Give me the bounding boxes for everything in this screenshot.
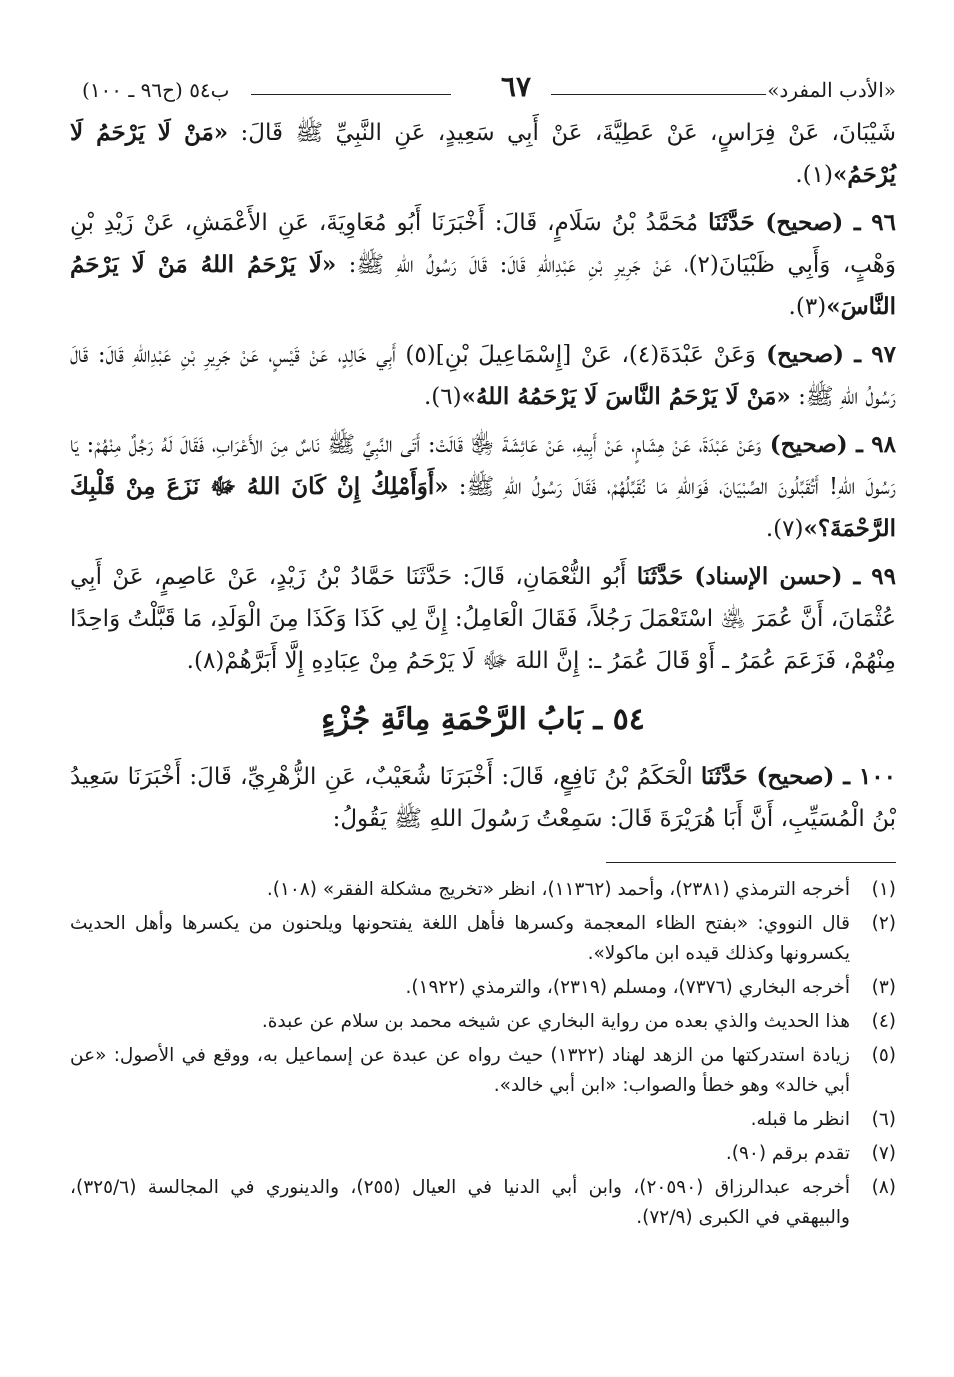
footnotes xyxy=(70,875,896,1233)
hadith-99 xyxy=(70,556,896,682)
footnote-ref-6: (٦). xyxy=(423,384,462,410)
footnote-ref-8: (٨). xyxy=(186,648,225,674)
page xyxy=(70,70,896,1237)
footnote-ref-7: (٧). xyxy=(765,516,804,542)
footnote-text: قال النووي: «بفتح الظاء المعجمة وكسرها فأهل اللغة يفتحونها ويلحنون من يكسرها وأهل الحديث يكسرونها وكذلك قيده ابن ماكولا». xyxy=(70,913,850,964)
hadith-96-number: ٩٦ ـ (صحيح) xyxy=(754,209,896,236)
footnote-text: تقدم برقم (٩٠). xyxy=(725,1143,850,1164)
footnote-text: هذا الحديث والذي بعده من رواية البخاري عن شيخه محمد بن سلام عن عبدة. xyxy=(261,1011,850,1032)
footnote-number: (١) xyxy=(871,879,896,900)
hadith-99-number: ٩٩ ـ (حسن الإسناد) xyxy=(683,563,896,590)
footnote-number: (٧) xyxy=(871,1143,896,1164)
hadith-96-quote: «لَا يَرْحَمُ اللهُ مَنْ لَا يَرْحَمُ النَّاسَ» xyxy=(70,251,896,320)
hadith-97 xyxy=(70,334,896,418)
hadith-100-text: الْحَكَمُ بْنُ نَافِعٍ، قَالَ: أَخْبَرَنَا شُعَيْبٌ، عَنِ الزُّهْرِيِّ، قَالَ: أَخْبَرَنَا سَعِيدُ بْنُ الْمُسَيِّبِ، أَنَّ أَبَا هُرَيْرَةَ قَالَ: سَمِعْتُ رَسُولَ اللهِ ﷺ يَقُولُ: xyxy=(70,764,896,832)
footnote-number: (٨) xyxy=(871,1177,896,1198)
footnote-text: أخرجه الترمذي (٢٣٨١)، وأحمد (١١٣٦٢)، انظر «تخريج مشكلة الفقر» (١٠٨). xyxy=(266,879,850,900)
hadith-100-number: ١٠٠ ـ (صحيح) xyxy=(747,763,896,790)
footnote xyxy=(70,1139,896,1169)
footnote xyxy=(70,1041,896,1101)
footnote-number: (٤) xyxy=(871,1011,896,1032)
footnote-text: أخرجه البخاري (٧٣٧٦)، ومسلم (٢٣١٩)، والترمذي (١٩٢٢). xyxy=(405,977,850,998)
footnote-text: أخرجه عبدالرزاق (٢٠٥٩٠)، وابن أبي الدنيا في العيال (٢٥٥)، والدينوري في المجالسة (٣٢٥/٦)، والبيهقي في الكبرى (٧٢/٩). xyxy=(70,1177,850,1228)
footnote-ref-3: (٣). xyxy=(788,294,827,320)
hadith-98 xyxy=(70,424,896,550)
hadith-97-text: وَعَنْ عَبْدَةَ(٤)، عَنْ [إِسْمَاعِيلَ بْنِ](٥) أَبِي خَالِدٍ، عَنْ قَيْسٍ، عَنْ جَرِيرِ بْنِ عَبْدِاللهِ قَالَ: قَالَ رَسُولُ اللهِ ﷺ: xyxy=(70,342,896,410)
hadith-100-haddathana: حَدَّثَنَا xyxy=(700,763,748,790)
footnote-number: (٢) xyxy=(871,913,896,934)
footnote-text: زيادة استدركتها من الزهد لهناد (١٣٢٢) حيث رواه عن عبدة عن إسماعيل به، ووقع في الأصول: «عن أبي خالد» وهو خطأ والصواب: «ابن أبي خالد». xyxy=(70,1045,850,1096)
footnote xyxy=(70,909,896,969)
hadith-98-quote: «أَوَأَمْلِكُ إِنْ كَانَ اللهُ ﷻ نَزَعَ مِنْ قَلْبِكَ الرَّحْمَةَ؟» xyxy=(70,473,896,542)
hadith-99-haddathana: حَدَّثَنَا xyxy=(636,563,684,590)
hadith-97-quote: «مَنْ لَا يَرْحَمُ النَّاسَ لَا يَرْحَمُهُ اللهُ» xyxy=(461,383,791,410)
footnote xyxy=(70,1173,896,1233)
footnote xyxy=(70,1105,896,1135)
intro-text: شَيْبَانَ، عَنْ فِرَاسٍ، عَنْ عَطِيَّةَ، عَنْ أَبِي سَعِيدٍ، عَنِ النَّبِيِّ ﷺ قَالَ: xyxy=(228,120,896,146)
footnote-number: (٣) xyxy=(871,977,896,998)
hadith-96 xyxy=(70,202,896,328)
footnote xyxy=(70,875,896,905)
intro-quote: «مَنْ لَا يَرْحَمُ لَا يُرْحَمُ» xyxy=(70,119,896,188)
hadith-100 xyxy=(70,756,896,840)
intro-paragraph xyxy=(70,112,896,196)
footnote-separator xyxy=(606,862,896,863)
footnote xyxy=(70,973,896,1003)
chapter-reference: ب٥٤ (ح٩٦ ـ ١٠٠) xyxy=(82,78,230,102)
hadith-96-haddathana: حَدَّثَنَا xyxy=(708,209,755,236)
footnote xyxy=(70,1007,896,1037)
header-rule-left xyxy=(251,94,451,95)
hadith-98-number: ٩٨ ـ (صحيح) xyxy=(761,431,896,458)
hadith-96-text: مُحَمَّدُ بْنُ سَلَامٍ، قَالَ: أَخْبَرَنَا أَبُو مُعَاوِيَةَ، عَنِ الأَعْمَشِ، عَنْ زَيْدِ بْنِ وَهْبٍ، وَأَبِي ظَبْيَانَ(٢)، عَنْ جَرِيرِ بْنِ عَبْدِاللهِ قَالَ: قَالَ رَسُولُ اللهِ ﷺ: xyxy=(70,210,896,278)
header-rule-right xyxy=(551,94,766,95)
footnote-text: انظر ما قبله. xyxy=(750,1109,850,1130)
hadith-98-text: وَعَنْ عَبْدَةَ، عَنْ هِشَامٍ، عَنْ أَبِيهِ، عَنْ عَائِشَةَ ﵂ قَالَتْ: أَتَى النَّبِيَّ ﷺ نَاسٌ مِنَ الأَعْرَابِ، فَقَالَ لَهُ رَجُلٌ مِنْهُمْ: يَا رَسُولَ اللهِ! أَتُقَبِّلُونَ الصِّبْيَانَ، فَوَاللهِ مَا نُقَبِّلُهُمْ، فَقَالَ رَسُولُ اللهِ ﷺ: xyxy=(70,432,896,500)
page-number: ٦٧ xyxy=(500,70,531,103)
footnote-number: (٦) xyxy=(871,1109,896,1130)
book-title: «الأدب المفرد» xyxy=(767,78,896,102)
footnote-number: (٥) xyxy=(871,1045,896,1066)
hadith-99-text: أَبُو النُّعْمَانِ، قَالَ: حَدَّثَنَا حَمَّادُ بْنُ زَيْدٍ، عَنْ عَاصِمٍ، عَنْ أَبِي عُثْمَانَ، أَنَّ عُمَرَ ﵁ اسْتَعْمَلَ رَجُلاً، فَقَالَ الْعَامِلُ: إِنَّ لِي كَذَا وَكَذَا مِنَ الْوَلَدِ، مَا قَبَّلْتُ وَاحِدًا مِنْهُمْ، فَزَعَمَ عُمَرُ ـ أَوْ قَالَ عُمَرُ ـ: إِنَّ اللهَ ﷻ لَا يَرْحَمُ مِنْ عِبَادِهِ إِلَّا أَبَرَّهُمْ xyxy=(70,564,896,674)
hadith-97-number: ٩٧ ـ (صحيح) xyxy=(755,341,896,368)
running-header xyxy=(70,70,896,110)
chapter-title: ٥٤ ـ بَابُ الرَّحْمَةِ مِائَةِ جُزْءٍ xyxy=(321,702,645,737)
footnote-ref-1: (١). xyxy=(795,162,833,188)
